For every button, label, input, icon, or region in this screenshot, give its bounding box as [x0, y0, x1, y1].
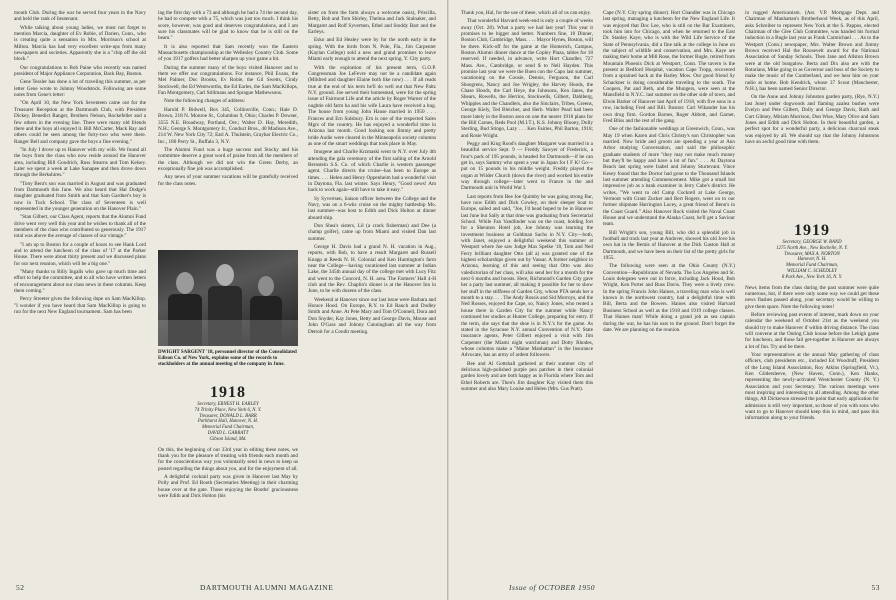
right-column-3 [745, 10, 879, 210]
fund-address: 8 Park Ave., New York 16, N. Y. [781, 274, 843, 280]
paragraph: News items from the class during the past summer were quite numerous, but, if there were only some way we could get these news flashes passed along, your secretary would be willing to give them space. Note the following notes! [745, 284, 879, 310]
right-column-1 [461, 10, 593, 566]
paragraph: "Tony Bent's son was married in August and was graduated from Dartmouth this June. We also heard that Hal Dodge's daughter graduated from Smith and that Sam Gardner's boy is now in Tuck School. The class of Seventeen is well represented in the younger generation on the Hanover Plain." [14, 180, 146, 212]
paragraph: George H. Davis had a grand N. H. vacation in Aug., reports, with Bob, to have a result Margaret and Russell Knapp at Reeds N. H. Colonial and Ken Huntington's farm near the College—having vacationed last summer at Indian Lake, the 345th annual day of the college met with Lucy Fitz and went to the Concord, N. H. area. The Farmers’ Hall 4-H club and the Rev. Chaplin's dinner is at the Hanover Inn in June, to be with dozens of the class. [308, 244, 436, 295]
stockholders-photo [158, 250, 298, 346]
treasurer-line: Treasurer, MAX A. NORTON [784, 251, 840, 257]
paragraph: Our congratulations to Bob Paine who recently was named president of Major Appliance Corporation, Back Bay, Boston. [14, 64, 146, 78]
paragraph: It is also reported that Sam recently won the Eastern Massachusetts championship at the Wellesley Country Club. Some of you 1917 golfers had better sharpen up your game a bit. [158, 43, 298, 63]
treasurer-address: Hanover, N. H. [797, 257, 827, 263]
right-column-3-text [745, 10, 879, 145]
fund-line: Memorial Fund Chairman, [785, 263, 839, 269]
paragraph: With the expiration of his present term, G.O.P. Congressman Joe LeFevre may not be a candidate again (Mildred and daughter Elaine both like now) . . . If all reads true at the end of his term he'll do well out that New Paltz N.Y. ground. Joe served their homestead, were for the spring issue of Fairmont Life and the article by Roger Warner of the oughtie old farm ha and his wife Laura have received a hug. The house from young John Hause married in 1950 . . . Frances and Ern Sulsbury. Ern is one of the respected Sales Mgrs of the country. He has enjoyed a wonderful time in Arizona last month. Good looking son Jimmy and pretty bride Audie were cleared in the Minneapolis society columns as one of the smart weddings that took place in May. [308, 64, 436, 147]
right-page-number: 53 [871, 583, 880, 592]
treasurer-address: Parkhurst Hall, Hanover, N. H. [197, 419, 259, 425]
paragraph: Sy Syvertsen, liaison officer between the College and the Navy, was on a 6-wks cruise on the mighty battleship Mo. last summer--was host to Edith and Dick Holton at dinner aboard ship. [308, 195, 436, 221]
fund-line: Memorial Fund Chairman, [201, 425, 255, 431]
paragraph: Weekend at Hanover since our last issue were Barbara and Horace Hood. On Europe, R.Y. to Ed Rauch and Dudley Smith and Anne. At Pete Mary and Tom O'Connell, Dora and Don Snyder, Kay Jones, Betty and George Davis, Mouse and John O'Gara and Johnny Cunningham all the way from Detroit for a Condit meeting. [308, 296, 436, 335]
paragraph: Gene Tessler has done a lot of traveling this summer, as per letter Gene wrote to Johnny Woodstock. Following are some notes from Gene's letter: [14, 79, 146, 99]
paragraph: "On April 10, the New York Seventeen came out for the Treasurer Reception at the Dartmouth Club, with President Dickey, Benedict Ranger, Brothers Nelson, Rockefeller and a few others in the evening line. There were many old friends there and the boys all enjoyed it. Bill McCarter, Mack Ray and others could be seen among the forty-two who were there. Ranger Bell and company gave the boys a fine evening." [14, 100, 146, 145]
paragraph: On the Anne and Johnny Johnston garden party, (Rye, N.Y.) last June) under dogwoods and flaming azalea bushes were Evelyn and Pete Gilbert, Dolly and George Davis, Ruth and Curt Gibney, Miriam Morrison, Don Wise, Mary Olive and Sam Jones and Edith and Dick Holton. In their beautiful garden, a perfect spot for a wonderful party, a delicious charcoal steak was enjoyed by all. We should say that the Johnny Johnstons have an awful good time with them. [745, 94, 879, 145]
paragraph: "I am up to Boston for a couple of hours to see Hank Lord and to attend the luncheon of the class of '17 at the Parker House. There were about thirty present and we discussed plans for our next reunion, which will be a big one." [14, 241, 146, 267]
left-column-2b-text [158, 447, 298, 500]
paragraph: Harold P. Bidwell, Box 345, Collinsville, Conn.; Hale D. Brown, 218 N. Monroe St., Columbus 9, Ohio; Charles P. Dowser, 3555 N.E. Broadway, Portland, Ore.; Walter D. Hay, Meredith, N.H.; George S. Montgomery Jr., Conduct Bros., 40 Madison Ave., 214 W. New York City 72; Earl A. Thulstein, Graybar Electric Co., Inc., 180 Perry St., Buffalo 3, N.Y. [158, 106, 298, 145]
photo-caption: DWIGHT SARGENT '18, personnel director of the Consolidated Edison Co. of New York, explains some of the records to stockholders at the annual meeting of the company in June. [158, 350, 297, 367]
right-page [448, 0, 896, 600]
class-1919-heading [745, 222, 879, 281]
paragraph: Esko and Ed Healey were by for the north early in the spring. With the birds from N. Pole, Fla., Jim Carpenter (Kaylan College) sold a new and grand promises to leave Miami early enough to attend the next spring. Y. City party. [308, 37, 436, 63]
paragraph: Don Shea's sisters, Lil (a crack fisherman) and Dee (a champ golfer), came up from Miami and visited Dan last summer. [308, 223, 436, 242]
paragraph: Percy Streeter gives the following dope on Sam MacKillop. "I wonder if you have heard that Sam MacKillop is going to run for the next New England tournament. Sam has been [14, 296, 146, 316]
paragraph: On this, the beginning of our 33rd year in editing these notes, we thank you for the pleasure of treating with friends each month and for the conscientious way you voluntarily send in news to keep us posted regarding the things about you, and for the enjoyment of all. [158, 446, 298, 472]
right-column-3b [745, 216, 879, 564]
paragraph: Before reviewing past events of interest, mark down on your calendar the weekend of October 21st as the weekend you should try to make Hanover if within driving distance. The class will convene at the Outing Club house before the Lehigh game for luncheon, and those fail get-together in Hanover are always a lot of fun. Try and be there. [745, 311, 879, 350]
fund-address: Gibson Island, Md. [209, 436, 247, 442]
paragraph: Thank you, Hal, for the use of these, which all of us can enjoy. [461, 10, 592, 16]
magazine-name: DARTMOUTH ALUMNI MAGAZINE [200, 583, 334, 592]
paragraph: "Stan Gilbert, our Class Agent, reports that the Alumni Fund drive went very well this year and he wishes to thank all of the members of the class who contributed so generously. The 1917 total was above the average of classes of our vintage." [14, 214, 146, 240]
secretary-line: Secretary, ERNEST H. EARLEY [197, 402, 259, 407]
secretary-address: 74 Trinity Place, New York 6, N. Y. [194, 407, 262, 413]
fund-name: DAVID L. GARRATT [207, 430, 249, 436]
right-column-2 [603, 10, 735, 566]
right-column-3b-text [745, 285, 879, 422]
paragraph: Note the following changes of address: [164, 98, 246, 105]
right-column-2-text [603, 10, 735, 333]
paragraph: sister on from the farm always a welcome oasis), Priscilla, Betty, Bob and Tom Shirley, Thelma and Jack Stalnaker, and Margaret and Rolf Syvertsen, Ethel and Stoddy Barr and the Earleys. [308, 10, 436, 36]
issue-line: Issue of OCTOBER 1950 [509, 583, 595, 592]
paragraph: "Many thanks to Billy Ingalls who gave up much time and effort to help the committee, and to all who have written letters of encouragement about our class news in these columns. Keep them coming." [14, 269, 146, 295]
class-year: 1919 [794, 222, 830, 239]
paragraph: One of the fashionable weddings at Greenwich, Conn., was May 19 when Karen and Chris Christy's son Christopher was married. Now bride and groom are spending a year at Ann Arbor studying Conversation, and said the philosophic graduate students of more "they may not make much money but they'll be happy and have a lot of fun." . . . At Daytona Beach last spring were Isabel and Johnny Sturtevant. Vince Kesey found that the Doctor had gone to the Thousand Islands last summer attending Commencement. Mike got a small but impressive job as a bank examiner in Jerry Cabe's district. He writes, "We went to old Camp Cockrell at Lake George, Vermont with Grant Zucker and Bert Rogers, went on to our former shipmate Harrington Lucey, a great friend of Benn's in the Coast Guard." Also Hanover Rock visited the Naval Coast House and we understand the Alaska Coast, he'll get a Saviour team. [603, 126, 735, 228]
paragraph: "In July I drove up to Hanover with my wife. We found all the boys from the class who now reside around the Hanover area, including Bill Goodrich, Russ Stearns and Tom Kelsey. Later we spent a week at Lake Sunapee and then drove down through the Berkshires." [14, 146, 146, 179]
paragraph: mouth Club. During the war he served four years in the Navy and held the rank of lieutenant. [14, 10, 146, 23]
left-column-1-text [14, 10, 146, 315]
paragraph: Imogene and Charlie Krzmaski went to N.Y. over July 4th attending the gala ceremony of the first sailing of the Arnold Bernstein S.S. Co. of which Charlie is western passenger agent. Charlie directs the cruise--has been to Europe as times. . . . Helen and Henry Oppenheim had a wonderful visit in Daytona, Fla. last winter. Says Henry, "Good news! Am back to work again--still have to take it easy." [308, 149, 436, 194]
paragraph: in rugged Americanism. (Ast. V.P. Mortgage Dept. and Chairman of Manhattan's Brotherhood Week, as of this April, asks Schreiber to represent New York at the S. Pappos, elected Chairman of the Glee Club Committee, was handed his formal induction in a Bugle last year as Frank Carmichael . . . As to the Westport (Conn.) newspaper, Mrs. Walter Brown and Jimmy Brown received Hal the Roosevelt award for the National Association of Sunday Schools. Then Jane and Allston Brown were at the old bungalow. Berta and Dix also are with the Rotarians, Mike going in as Governor and boss of the Society to make the music of the Cumberland, and we hear him on your radio at home. Bob Kendrick, whose 37 Scout (Manchester, N.H.), has been named Senior Director. [745, 10, 879, 93]
left-column-3 [308, 10, 436, 566]
right-column-1-text [461, 10, 593, 392]
left-column-2b [158, 378, 298, 564]
left-column-1 [14, 10, 146, 566]
paragraph: Cape (N.Y. City spring dinner). Hort Chandler was in Chicago last spring, managing a luncheon for the New England Life. It was enjoyed that Doc Lee, who is still on the Bar Examiners, took him into for Chicago, and when he returned to the East Dr. Stanley Kaye, who is with the Wild Life Service of the State of Pennsylvania, did a fine talk at the college in June on the subject of wildlife and conservation, and Mrs. Kaye are making their home at Mill Rose, the former Bugle, retired from Mountain Phoenix Dick at Westport, Conn. The tavern is the present at Bedford Hospital, vacation Cape Tropp, recovered from a sprained back at the Barley Mow. Our good friend Sy Schackner is doing considerable traveling to the south. The Coopers, Pat and Beth, and the Mungers, were seen at the Mansfield in N.Y.C. last summer on the other side of town, and Elwin Barker of Hanover last April of 1918, with five sons in a row, including Fred and Bill. Boston: Carl Wikander has his own drug firm. Gordon Barnes, Roger Abbott, and Garnet, Fred Bliss and the rest of the gang. [603, 10, 735, 124]
class-1918-heading [158, 384, 298, 443]
left-column-2-text [158, 10, 298, 187]
paragraph: Your representatives at the annual May gathering of class officers, club presidents etc., included Ed Woodruff, President of the Long Island Association, Roy Atkins (Springfield, Vt.), Ken Gildersleeve, (New Haven, Conn.), Ken Hanks, representing the newly-activated Westchester County (N. Y.) Association and your Secretary. The various meetings were most inspiring and interesting to all attending. Among the other things, All Dickerson stressed the point that early application for admission is still very important, so those of you with sons who want to go to Hanover should keep this in mind, and pass this information along to your friends. [745, 352, 879, 422]
left-page-number: 52 [16, 583, 25, 592]
paragraph: The Alumni Fund was a huge success and Stocky and his committee deserve a great word of praise from all the members of the class. Although we did not win the Green Derby, an exceptionally fine job was accomplished. [158, 146, 298, 172]
paragraph: That wonderful Harvard week-end is only a couple of weeks away (Oct. 28). What a party we had last year! This year it promises to be bigger and better. Numbers fine, 18 Dinner, Boston Club, Cambridge, Mass. . . . Mayor Hynes, Boston, will be there. Kick-off for the game at the Homerich, Campus, Boston Alumni dinner dance at the Copley Plaza, tables for 18 reserved. If needed, in advance, write Hort Chandler, 727 Mass. Ave., Cambridge, or send $ to Nell Hayden. This promise last year we were the Buen con the Capo last summer, vacationing on the Coosie, Dennis, Ferguson, the Carl Shoegrens, Nancy and Joe Wrigley, the Harvey Hoods, the Chase Hoods, the Carl Heye, the Johnsons, Ken Janes, the Shears, Rowells, the Herrins, Stockwells, Gilbert, Dahlberg, Whipples and the Chandlers, also the Sinclairs, Tribes, Greens, George Kiely, Ted Bleicher, and Herb. Walter Pearl had been more lately in the Boston area on one the nearer 1918 plans for the Bill Carnes, Reds Pool (M.I.T.), K.S. Johnny Blooey, Dolly Sterling, Bud Stingo, Lazy . . . Ken Fairies, Phil Barton, 1918; and Rosie Wright. [461, 18, 593, 139]
paragraph: ing the first day with a 73 and although he had a 74 the second day, he had to compete with a 75, which was just too much. I think his score, however, was good and deserves congratulations, and I am sure his classmates will be glad to know that he is still on the beam." [158, 10, 298, 42]
paragraph: Bill Wright's son, young Bill, who did a splendid job in football and track last year at Andover, showed his old Jove his own hat in the Bemis of Hanover at the Dick Gaston Hall at Dartmouth, and we have been on their list of the pretty girls for 1955. [603, 229, 735, 262]
secretary-line: Secretary, GEORGE W. BAND [782, 240, 842, 245]
paragraph: Peggy and King Rood's daughter Margaret was married in a beautiful service Sept. 9 — Freddy Sawyer of Frederick, a four's pack of 195 pounds, is headed for Dartmouth—if he can get in, says Sammy who spent a year in Japan for I F K! Go—put on 15 pounds in his middle weight. Freddy played the organ at Wilder Church (down the river) and worked his entire way through college—later went to France in the and Dartmouth unit in World War I. [461, 140, 593, 192]
paragraph: A delightful cocktail party was given in Hanover last May by Polly and Prof. Ed Booth (Secretaries Meeting) in their charming house over at the gate. Those enjoying the Booths' graciousness were Edith and Dick Holton (his [158, 473, 298, 499]
fund-name: WILLIAM C. SCHEDLEY [787, 268, 837, 274]
paragraph: Any news of your summer vacations will be gratefully received for the class notes. [158, 174, 298, 187]
left-column-2 [158, 10, 298, 246]
paragraph: Last reports from Bee Joe Quimby he was going strong Bar, have now Edith and Dick Cowley, on their sleeper boat to Europe, sailed and said, "Joe, I'd head hoped to be in Hanover last June but Sally at that time was graduating from Secretarial School. While Fan Vandlinder was on the coast, holding fort for a Sheraton Hotel job, Joe Johnny was learning the investment business at Goldman Sachs in N.Y. City—both, with Janet, enjoyed a delightful weekend this summer at Westport where Joe saw Judge Max Spelke '18, Tom and Ned Ferry brilliant daughter Otto (all a) was granted one of the highest scholarships given out by Vassar. A former neighbor in Arizona, learning of this and seeing that Otto was also valedictorian of her class, will also send her for a month for the next 6 months and boosts. Here, Richmond's Garden City gave her a party last summer, all making it possible for her to show her stuff in the stiffness of Garden City, whose PTA sends her a month to a stay. . . . The Andy Rossis and Sid Morroys, and the Ned Rosses, enjoyed the Cape, so, Nancy Jones, who rented a house there in Garden City for the summer while Nancy continued her studies at Hunter College, preparing for entry. If the term, she says that the shoe is in N.Y.'s for the game. As stated in the Syracuse N.Y. annual Convention of N.Y. State insurance agents, Peter Gilbert enjoyed a visit with Jim Carpenter (the Miami night watchman) and Dotty Rhodes, whose columns make a "Maine Manhattan" in the Insurance Advocate, has an army of ardent followers. [461, 193, 593, 359]
paragraph: While talking about young ladies, we must not forget to mention Marcia, daughter of Ev Robie, of Darien, Conn., who is creating quite a sensation in Mrs. Morrison's school at Milton. Marcia has had very excellent write-ups from many newspapers and societies. Apparently she is a "chip off the old block." [14, 24, 146, 63]
paragraph: During the summer many of the boys visited Hanover and to them we offer our congratulations. For instance, Phil Evans, the Mel Palmer, Doc Brooks, Ev Robie, the Gil Swetts, Cindy Stockwell, the Ed Wentworths, the Ed Earles, the Sam MacKillops, Fan Montgomery, Carl Stillmans and Sprague Mathewsons. [158, 64, 298, 97]
left-column-3-text [308, 10, 436, 335]
treasurer-line: Treasurer, DONALD L. BARR [199, 413, 257, 419]
secretary-address: 1275 North Ave., New Rochelle, N. Y. [776, 245, 848, 251]
class-year: 1918 [210, 384, 246, 401]
paragraph: The following were seen at the Ohio County (N.Y.) Convention—Republicans of Nevada. The Los Angeles and St. Louis delegates were out in force, including Jack Hood, Bob Wright, Ken Porter and Russ Davis. They were a lively crew. In the spring Francis John Haines, a traveling man who is well known in the northwest country, had a delightful time with Bill, Berta and the Bowers. Haines also visited Harvard Business School as well as the 1918 and 1919 college classes. That Haines man! While doing a grand job as sea captain during the war, he has his ears to the ground. Don't forget the date. We are planning on the reunion. [603, 263, 735, 333]
paragraph: Bee and Al Gottshall gathered at their summer city of delicious high-polished purple pea patches in their colonial garden lovely and are both happy as in Florida where Tom and Ethel Roberts are. Then's Jim daughter Kay visited them this summer and also Mary Louise and Helen (Mrs. Gus Pratt). [461, 360, 593, 392]
